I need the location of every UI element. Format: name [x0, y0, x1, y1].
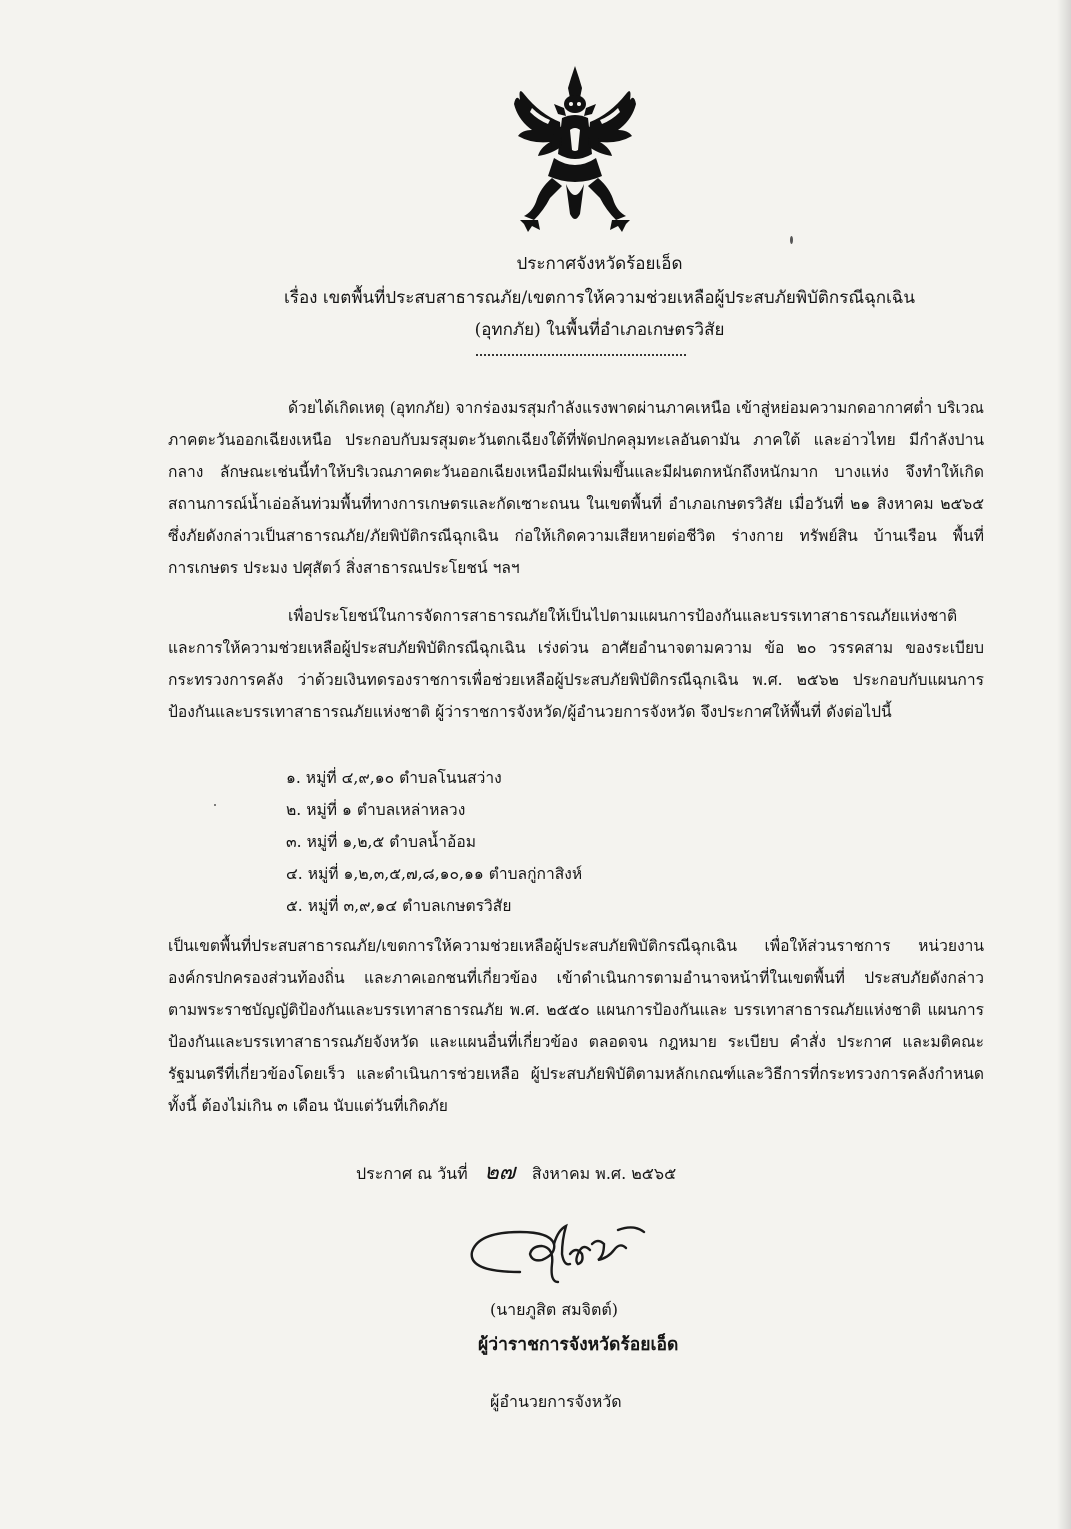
announcement-title: ประกาศจังหวัดร้อยเอ็ด: [516, 254, 683, 274]
subject-line-1: เรื่อง เขตพื้นที่ประสบสาธารณภัย/เขตการให้ความช่วยเหลือผู้ประสบภัยพิบัติกรณีฉุกเฉิน: [284, 288, 915, 308]
paragraph-3: [168, 930, 984, 1122]
dateline-month-year: สิงหาคม พ.ศ. ๒๕๖๕: [531, 1164, 677, 1183]
area-list: [286, 762, 582, 922]
list-item: ๕. หมู่ที่ ๓,๙,๑๔ ตำบลเกษตรวิสัย: [286, 897, 512, 915]
paragraph-2-text: เพื่อประโยชน์ในการจัดการสาธารณภัยให้เป็นไปตามแผนการป้องกันและบรรเทาสาธารณภัยแห่งชาติ และการให้ความช่วยเหลือผู้ประสบภัยพิบัติกรณีฉุกเฉิน เร่งด่วน อาศัยอำนาจตามความ ข้อ ๒๐ วรรคสาม ของระเบียบกระทรวงการคลัง ว่าด้วยเงินทดรองราชการเพื่อช่วยเหลือผู้ประสบภัยพิบัติกรณีฉุกเฉิน พ.ศ. ๒๕๖๒ ประกอบกับแผนการป้องกันและบรรเทาสาธารณภัยแห่งชาติ ผู้ว่าราชการจังหวัด/ผู้อำนวยการจังหวัด จึงประกาศให้พื้นที่ ดังต่อไปนี้: [168, 607, 984, 721]
signer-position-2: ผู้อำนวยการจังหวัด: [490, 1392, 622, 1411]
list-item: ๑. หมู่ที่ ๔,๙,๑๐ ตำบลโนนสว่าง: [286, 769, 502, 787]
garuda-emblem-icon: [510, 64, 640, 234]
list-item: ๓. หมู่ที่ ๑,๒,๕ ตำบลน้ำอ้อม: [286, 833, 476, 851]
paragraph-3-text: เป็นเขตพื้นที่ประสบสาธารณภัย/เขตการให้ความช่วยเหลือผู้ประสบภัยพิบัติกรณีฉุกเฉิน เพื่อให้ส่วนราชการ หน่วยงาน องค์กรปกครองส่วนท้องถิ่น และภาคเอกชนที่เกี่ยวข้อง เข้าดำเนินการตามอำนาจหน้าที่ในเขตพื้นที่ ประสบภัยดังกล่าว ตามพระราชบัญญัติป้องกันและบรรเทาสาธารณภัย พ.ศ. ๒๕๕๐ แผนการป้องกันและ บรรเทาสาธารณภัยแห่งชาติ แผนการป้องกันและบรรเทาสาธารณภัยจังหวัด และแผนอื่นที่เกี่ยวข้อง ตลอดจน กฎหมาย ระเบียบ คำสั่ง ประกาศ และมติคณะรัฐมนตรีที่เกี่ยวข้องโดยเร็ว และดำเนินการช่วยเหลือ ผู้ประสบภัยพิบัติตามหลักเกณฑ์และวิธีการที่กระทรวงการคลังกำหนด ทั้งนี้ ต้องไม่เกิน ๓ เดือน นับแต่วันที่เกิดภัย: [168, 937, 984, 1115]
dotted-separator: [476, 354, 686, 356]
paragraph-1: [168, 392, 984, 584]
list-item: ๔. หมู่ที่ ๑,๒,๓,๕,๗,๘,๑๐,๑๑ ตำบลกู่กาสิงห์: [286, 865, 583, 883]
paragraph-1-text: ด้วยได้เกิดเหตุ (อุทกภัย) จากร่องมรสุมกำลังแรงพาดผ่านภาคเหนือ เข้าสู่หย่อมความกดอากาศต่ำ บริเวณภาคตะวันออกเฉียงเหนือ ประกอบกับมรสุมตะวันตกเฉียงใต้ที่พัดปกคลุมทะเลอันดามัน ภาคใต้ และอ่าวไทย มีกำลังปานกลาง ลักษณะเช่นนี้ทำให้บริเวณภาคตะวันออกเฉียงเหนือมีฝนเพิ่มขึ้นและมีฝนตกหนักถึงหนักมาก บางแห่ง จึงทำให้เกิดสถานการณ์น้ำเอ่อล้นท่วมพื้นที่ทางการเกษตรและกัดเซาะถนน ในเขตพื้นที่ อำเภอเกษตรวิสัย เมื่อวันที่ ๒๑ สิงหาคม ๒๕๖๕ ซึ่งภัยดังกล่าวเป็นสาธารณภัย/ภัยพิบัติกรณีฉุกเฉิน ก่อให้เกิดความเสียหายต่อชีวิต ร่างกาย ทรัพย์สิน บ้านเรือน พื้นที่การเกษตร ประมง ปศุสัตว์ สิ่งสาธารณประโยชน์ ฯลฯ: [168, 399, 984, 577]
paragraph-2: [168, 600, 984, 728]
dateline-prefix: ประกาศ ณ วันที่: [356, 1164, 468, 1183]
scan-speck: [214, 804, 216, 806]
scan-speck: [790, 236, 793, 244]
signer-name: (นายภูสิต สมจิตต์): [490, 1300, 619, 1319]
signer-position: ผู้ว่าราชการจังหวัดร้อยเอ็ด: [478, 1335, 679, 1355]
dateline: [356, 1158, 676, 1189]
dateline-day: ๒๗: [484, 1160, 516, 1185]
subject-line-2: (อุทกภัย) ในพื้นที่อำเภอเกษตรวิสัย: [474, 320, 725, 340]
list-item: ๒. หมู่ที่ ๑ ตำบลเหล่าหลวง: [286, 801, 466, 819]
handwritten-signature: [458, 1210, 688, 1300]
page-edge-shadow: [1057, 0, 1071, 1529]
